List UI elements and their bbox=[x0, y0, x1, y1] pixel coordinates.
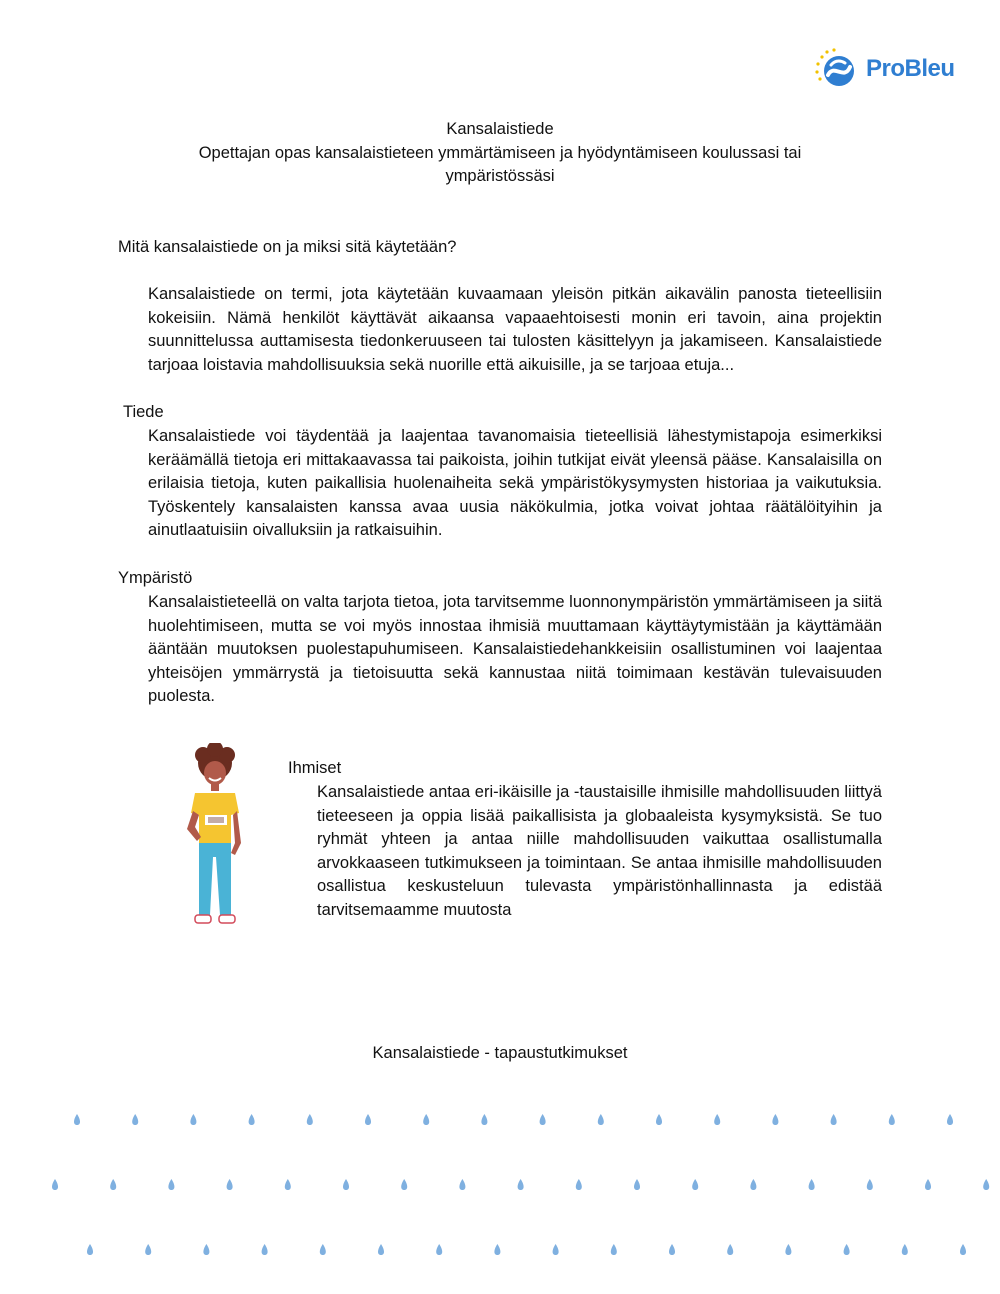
raindrop-icon bbox=[947, 1114, 953, 1125]
raindrop-icon bbox=[772, 1114, 778, 1125]
raindrop-icon bbox=[727, 1244, 733, 1255]
raindrop-icon bbox=[750, 1179, 756, 1190]
raindrop-icon bbox=[494, 1244, 500, 1255]
raindrop-icon bbox=[867, 1179, 873, 1190]
raindrop-icon bbox=[87, 1244, 93, 1255]
raindrop-icon bbox=[110, 1179, 116, 1190]
raindrop-icon bbox=[52, 1179, 58, 1190]
raindrop-icon bbox=[518, 1179, 524, 1190]
probleu-logo bbox=[812, 44, 972, 94]
document-subtitle-line-1: Opettajan opas kansalaistieteen ymmärtämiseen ja hyödyntämiseen koulussasi tai bbox=[198, 143, 802, 162]
raindrop-icon bbox=[262, 1244, 268, 1255]
raindrop-icon bbox=[132, 1114, 138, 1125]
people-paragraph: Kansalaistiede antaa eri-ikäisille ja -taustaisille ihmisille mahdollisuuden liittyä tieteeseen ja oppia lisää paikallisista ja globaaleista kysymyksistä. Se tuo ryhmät yhteen ja antaa niille mahdollisuuden vaikuttaa osallistumalla arvokkaaseen tutkimukseen ja toimintaan. Se antaa ihmisille mahdollisuuden osallistua keskusteluun tulevasta ympäristönhallinnasta ja edistää tarvitsemaamme muutosta bbox=[317, 783, 882, 919]
environment-heading: Ympäristö bbox=[118, 569, 193, 587]
raindrop-icon bbox=[831, 1114, 837, 1125]
document-title-block bbox=[150, 118, 850, 189]
raindrop-icon bbox=[378, 1244, 384, 1255]
raindrop-icon bbox=[436, 1244, 442, 1255]
raindrop-icon bbox=[401, 1179, 407, 1190]
raindrop-icon bbox=[168, 1179, 174, 1190]
person-illustration bbox=[175, 743, 255, 933]
science-paragraph: Kansalaistiede voi täydentää ja laajentaa tavanomaisia tieteellisiä lähestymistapoja esimerkiksi keräämällä tietoja eri mittakaavassa tai paikoista, joihin tutkijat eivät yleensä pääse. Kansalaisilla on erilaisia tietoja, kuten paikallisia huolenaiheita sekä ympäristökysymysten historiaa ja vaikutuksia. Työskentely kansalaisten kanssa avaa uusia näkökulmia, jotka voivat johtaa räätälöityihin ja ainutlaatuisiin oivalluksiin ja ratkaisuihin. bbox=[148, 427, 882, 540]
document-subtitle-line-2: ympäristössäsi bbox=[445, 167, 555, 185]
raindrop-icon bbox=[249, 1114, 255, 1125]
intro-paragraph: Kansalaistiede on termi, jota käytetään kuvaamaan yleisön pitkän aikavälin panosta tieteellisiin kokeisiin. Nämä henkilöt käyttävät aikaansa vapaaehtoisesti monin eri tavoin, aina projektin suunnittelussa auttamisesta tiedonkeruuseen tai tulosten käsittelyyn ja jakamiseen. Kansalaistiede tarjoaa loistavia mahdollisuuksia sekä nuorille että aikuisille, ja se tarjoaa etuja... bbox=[148, 285, 882, 374]
raindrop-icon bbox=[925, 1179, 931, 1190]
raindrop-icon bbox=[320, 1244, 326, 1255]
raindrop-icon bbox=[844, 1244, 850, 1255]
raindrop-icon bbox=[365, 1114, 371, 1125]
raindrop-icon bbox=[576, 1179, 582, 1190]
raindrop-icon bbox=[227, 1179, 233, 1190]
logo-text: ProBleu bbox=[866, 55, 955, 82]
raindrop-icon bbox=[74, 1114, 80, 1125]
raindrop-icon bbox=[307, 1114, 313, 1125]
raindrop-icon bbox=[459, 1179, 465, 1190]
raindrop-icon bbox=[714, 1114, 720, 1125]
raindrop-icon bbox=[611, 1244, 617, 1255]
raindrop-icon bbox=[669, 1244, 675, 1255]
raindrop-icon bbox=[692, 1179, 698, 1190]
raindrop-icon bbox=[902, 1244, 908, 1255]
raindrop-icon bbox=[190, 1114, 196, 1125]
raindrop-icon bbox=[540, 1114, 546, 1125]
probleu-logo-icon bbox=[812, 45, 860, 93]
people-heading: Ihmiset bbox=[288, 759, 342, 777]
intro-question: Mitä kansalaistiede on ja miksi sitä käytetään? bbox=[118, 238, 457, 256]
raindrop-icon bbox=[809, 1179, 815, 1190]
raindrop-icon bbox=[423, 1114, 429, 1125]
raindrop-icon bbox=[285, 1179, 291, 1190]
raindrop-icon bbox=[481, 1114, 487, 1125]
raindrop-icon bbox=[983, 1179, 989, 1190]
raindrop-icon bbox=[598, 1114, 604, 1125]
raindrop-icon bbox=[785, 1244, 791, 1255]
raindrop-icon bbox=[656, 1114, 662, 1125]
raindrop-icon bbox=[889, 1114, 895, 1125]
raindrop-icon bbox=[343, 1179, 349, 1190]
raindrop-icon bbox=[553, 1244, 559, 1255]
raindrop-icon bbox=[960, 1244, 966, 1255]
raindrop-icon bbox=[145, 1244, 151, 1255]
raindrop-icon bbox=[203, 1244, 209, 1255]
case-studies-caption: Kansalaistiede - tapaustutkimukset bbox=[372, 1044, 628, 1062]
decorative-raindrops bbox=[0, 1100, 1000, 1280]
document-title: Kansalaistiede bbox=[446, 120, 554, 138]
raindrop-icon bbox=[634, 1179, 640, 1190]
science-heading: Tiede bbox=[123, 403, 164, 421]
environment-paragraph: Kansalaistieteellä on valta tarjota tietoa, jota tarvitsemme luonnonympäristön ymmärtämiseen ja siitä huolehtimiseen, mutta se voi myös innostaa ihmisiä muuttamaan käyttäytymistään ja käyttämään ääntään muutoksen puolestapuhumiseen. Kansalaistiedehankkeisiin osallistuminen voi laajentaa yhteisöjen ymmärrystä ja tietoisuutta sekä kannustaa niitä toimimaan kestävän tulevaisuuden puolesta. bbox=[148, 593, 882, 706]
